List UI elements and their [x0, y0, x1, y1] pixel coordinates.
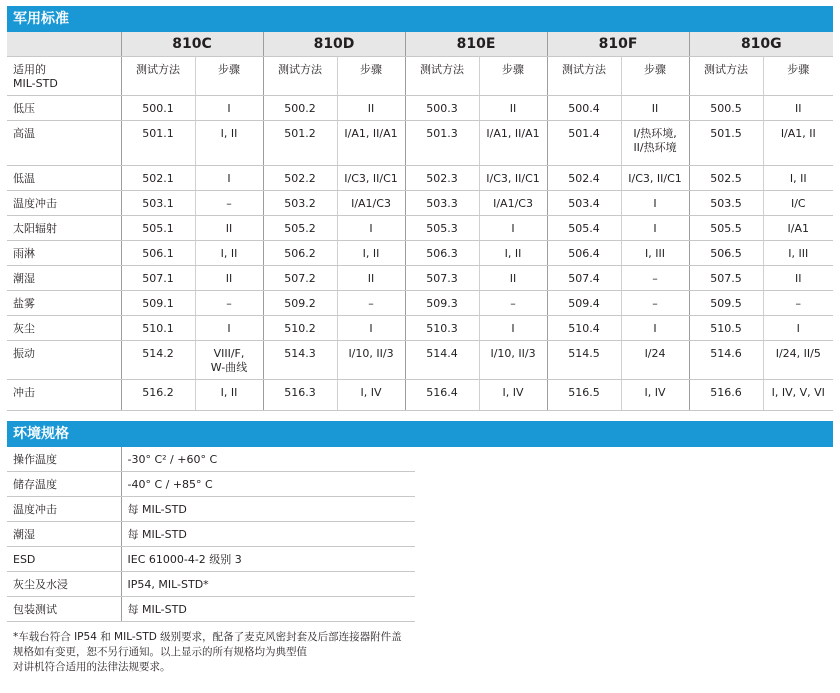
test-step-cell: I — [195, 96, 263, 121]
test-method-cell: 500.1 — [121, 96, 195, 121]
test-step-cell: – — [337, 291, 405, 316]
test-method-cell: 514.2 — [121, 341, 195, 380]
header-blank-cell — [7, 32, 121, 57]
test-method-cell: 502.3 — [405, 166, 479, 191]
test-method-cell: 502.2 — [263, 166, 337, 191]
table-row — [7, 380, 833, 411]
test-step-cell: II — [337, 96, 405, 121]
env-row — [7, 572, 415, 597]
test-method-cell: 503.3 — [405, 191, 479, 216]
standard-version-header: 810C — [121, 32, 263, 57]
test-method-cell: 503.2 — [263, 191, 337, 216]
env-label: 操作温度 — [7, 447, 121, 472]
test-step-cell: II — [763, 266, 833, 291]
table-row — [7, 96, 833, 121]
method-header: 测试方法 — [263, 57, 337, 96]
env-label: 储存温度 — [7, 472, 121, 497]
test-step-cell: I — [621, 316, 689, 341]
test-method-cell: 509.2 — [263, 291, 337, 316]
standard-version-header: 810F — [547, 32, 689, 57]
test-method-cell: 501.2 — [263, 121, 337, 166]
test-step-cell: I, II — [337, 241, 405, 266]
test-method-cell: 501.1 — [121, 121, 195, 166]
test-step-cell: II — [479, 96, 547, 121]
test-step-cell: II — [195, 216, 263, 241]
test-method-cell: 505.1 — [121, 216, 195, 241]
test-method-cell: 516.3 — [263, 380, 337, 411]
test-step-cell: I/10, II/3 — [479, 341, 547, 380]
test-step-cell: II — [337, 266, 405, 291]
test-step-cell: I — [621, 216, 689, 241]
test-method-cell: 516.4 — [405, 380, 479, 411]
test-step-cell: I/A1/C3 — [479, 191, 547, 216]
step-header: 步骤 — [337, 57, 405, 96]
test-method-cell: 510.5 — [689, 316, 763, 341]
standard-version-header: 810G — [689, 32, 833, 57]
test-label: 低压 — [7, 96, 121, 121]
table-row — [7, 241, 833, 266]
test-method-cell: 506.1 — [121, 241, 195, 266]
test-step-cell: – — [195, 291, 263, 316]
test-step-cell: I, IV — [337, 380, 405, 411]
test-step-cell: I, IV, V, VI — [763, 380, 833, 411]
test-method-cell: 502.4 — [547, 166, 621, 191]
test-step-cell: VIII/F, W-曲线 — [195, 341, 263, 380]
test-method-cell: 500.3 — [405, 96, 479, 121]
table-row — [7, 291, 833, 316]
step-header: 步骤 — [621, 57, 689, 96]
test-step-cell: II — [763, 96, 833, 121]
test-label: 潮湿 — [7, 266, 121, 291]
test-step-cell: I/24, II/5 — [763, 341, 833, 380]
test-method-cell: 501.3 — [405, 121, 479, 166]
test-step-cell: I/C3, II/C1 — [621, 166, 689, 191]
env-value: 每 MIL-STD — [121, 522, 415, 547]
env-value: IEC 61000-4-2 级别 3 — [121, 547, 415, 572]
test-method-cell: 505.3 — [405, 216, 479, 241]
test-method-cell: 509.3 — [405, 291, 479, 316]
test-method-cell: 507.5 — [689, 266, 763, 291]
military-standards-title: 军用标准 — [13, 11, 69, 27]
footnote: *车载台符合 IP54 和 MIL-STD 级别要求，配备了麦克风密封套及后部连接器附件盖 规格如有变更，恕不另行通知。以上显示的所有规格均为典型值 对讲机符合适用的法律法规要求。 — [13, 631, 402, 673]
military-standards-table — [7, 32, 833, 411]
test-method-cell: 509.4 — [547, 291, 621, 316]
env-row — [7, 472, 415, 497]
table-row — [7, 121, 833, 166]
row-label-header: 适用的 MIL-STD — [7, 57, 121, 96]
test-method-cell: 509.5 — [689, 291, 763, 316]
test-method-cell: 514.4 — [405, 341, 479, 380]
table-row — [7, 341, 833, 380]
subheader-row — [7, 57, 833, 96]
test-step-cell: I, II — [195, 121, 263, 166]
env-label: 包装测试 — [7, 597, 121, 622]
method-header: 测试方法 — [547, 57, 621, 96]
test-method-cell: 501.5 — [689, 121, 763, 166]
test-step-cell: I, IV — [621, 380, 689, 411]
test-method-cell: 506.4 — [547, 241, 621, 266]
test-method-cell: 505.5 — [689, 216, 763, 241]
standard-version-header: 810D — [263, 32, 405, 57]
test-label: 温度冲击 — [7, 191, 121, 216]
step-header: 步骤 — [195, 57, 263, 96]
environmental-specs-banner — [7, 421, 833, 447]
test-method-cell: 506.5 — [689, 241, 763, 266]
test-label: 太阳辐射 — [7, 216, 121, 241]
test-method-cell: 510.2 — [263, 316, 337, 341]
test-label: 低温 — [7, 166, 121, 191]
test-method-cell: 505.4 — [547, 216, 621, 241]
method-header: 测试方法 — [405, 57, 479, 96]
test-step-cell: I, II — [763, 166, 833, 191]
test-step-cell: – — [621, 266, 689, 291]
test-method-cell: 506.2 — [263, 241, 337, 266]
test-method-cell: 500.4 — [547, 96, 621, 121]
test-step-cell: I — [763, 316, 833, 341]
test-step-cell: I — [337, 316, 405, 341]
test-step-cell: I — [621, 191, 689, 216]
test-step-cell: – — [195, 191, 263, 216]
test-step-cell: II — [195, 266, 263, 291]
test-label: 盐雾 — [7, 291, 121, 316]
test-step-cell: I/A1 — [763, 216, 833, 241]
env-label: ESD — [7, 547, 121, 572]
env-value: -40° C / +85° C — [121, 472, 415, 497]
test-step-cell: I, III — [763, 241, 833, 266]
method-header: 测试方法 — [121, 57, 195, 96]
table-row — [7, 266, 833, 291]
test-method-cell: 505.2 — [263, 216, 337, 241]
environmental-specs-title: 环境规格 — [13, 426, 69, 442]
test-step-cell: I/24 — [621, 341, 689, 380]
test-method-cell: 510.1 — [121, 316, 195, 341]
test-method-cell: 503.5 — [689, 191, 763, 216]
test-method-cell: 509.1 — [121, 291, 195, 316]
env-row — [7, 547, 415, 572]
test-step-cell: II — [479, 266, 547, 291]
test-label: 雨淋 — [7, 241, 121, 266]
test-step-cell: I — [337, 216, 405, 241]
test-label: 高温 — [7, 121, 121, 166]
table-row — [7, 166, 833, 191]
test-step-cell: – — [479, 291, 547, 316]
env-row — [7, 447, 415, 472]
test-method-cell: 510.3 — [405, 316, 479, 341]
table-row — [7, 216, 833, 241]
test-step-cell: I/A1, II/A1 — [479, 121, 547, 166]
test-step-cell: I — [479, 316, 547, 341]
test-label: 振动 — [7, 341, 121, 380]
test-step-cell: I/C — [763, 191, 833, 216]
test-method-cell: 507.4 — [547, 266, 621, 291]
test-method-cell: 506.3 — [405, 241, 479, 266]
test-step-cell: I, III — [621, 241, 689, 266]
env-value: 每 MIL-STD — [121, 597, 415, 622]
env-label: 温度冲击 — [7, 497, 121, 522]
test-step-cell: I/热环境, II/热环境 — [621, 121, 689, 166]
test-step-cell: I/C3, II/C1 — [479, 166, 547, 191]
method-header: 测试方法 — [689, 57, 763, 96]
test-method-cell: 516.2 — [121, 380, 195, 411]
test-method-cell: 507.2 — [263, 266, 337, 291]
test-step-cell: I — [479, 216, 547, 241]
step-header: 步骤 — [479, 57, 547, 96]
test-method-cell: 516.5 — [547, 380, 621, 411]
test-method-cell: 507.3 — [405, 266, 479, 291]
environmental-specs-table — [7, 447, 415, 622]
military-standards-banner — [7, 6, 833, 32]
test-step-cell: – — [621, 291, 689, 316]
test-method-cell: 514.3 — [263, 341, 337, 380]
test-step-cell: – — [763, 291, 833, 316]
test-step-cell: I, II — [479, 241, 547, 266]
test-method-cell: 507.1 — [121, 266, 195, 291]
test-step-cell: I, II — [195, 380, 263, 411]
step-header: 步骤 — [763, 57, 833, 96]
table-row — [7, 191, 833, 216]
test-method-cell: 516.6 — [689, 380, 763, 411]
test-step-cell: I/10, II/3 — [337, 341, 405, 380]
test-step-cell: I — [195, 316, 263, 341]
env-row — [7, 597, 415, 622]
test-label: 灰尘 — [7, 316, 121, 341]
test-step-cell: I/A1, II — [763, 121, 833, 166]
test-step-cell: I/A1, II/A1 — [337, 121, 405, 166]
test-step-cell: I — [195, 166, 263, 191]
test-step-cell: I/C3, II/C1 — [337, 166, 405, 191]
test-method-cell: 510.4 — [547, 316, 621, 341]
test-step-cell: I/A1/C3 — [337, 191, 405, 216]
env-value: IP54, MIL-STD* — [121, 572, 415, 597]
standard-version-header-row — [7, 32, 833, 57]
env-value: -30° C² / +60° C — [121, 447, 415, 472]
test-label: 冲击 — [7, 380, 121, 411]
env-row — [7, 522, 415, 547]
test-step-cell: I, II — [195, 241, 263, 266]
env-value: 每 MIL-STD — [121, 497, 415, 522]
test-method-cell: 500.2 — [263, 96, 337, 121]
test-method-cell: 502.5 — [689, 166, 763, 191]
test-method-cell: 503.4 — [547, 191, 621, 216]
test-step-cell: II — [621, 96, 689, 121]
test-step-cell: I, IV — [479, 380, 547, 411]
standard-version-header: 810E — [405, 32, 547, 57]
test-method-cell: 501.4 — [547, 121, 621, 166]
env-row — [7, 497, 415, 522]
test-method-cell: 514.5 — [547, 341, 621, 380]
test-method-cell: 503.1 — [121, 191, 195, 216]
table-row — [7, 316, 833, 341]
test-method-cell: 514.6 — [689, 341, 763, 380]
test-method-cell: 500.5 — [689, 96, 763, 121]
test-method-cell: 502.1 — [121, 166, 195, 191]
env-label: 潮湿 — [7, 522, 121, 547]
env-label: 灰尘及水浸 — [7, 572, 121, 597]
